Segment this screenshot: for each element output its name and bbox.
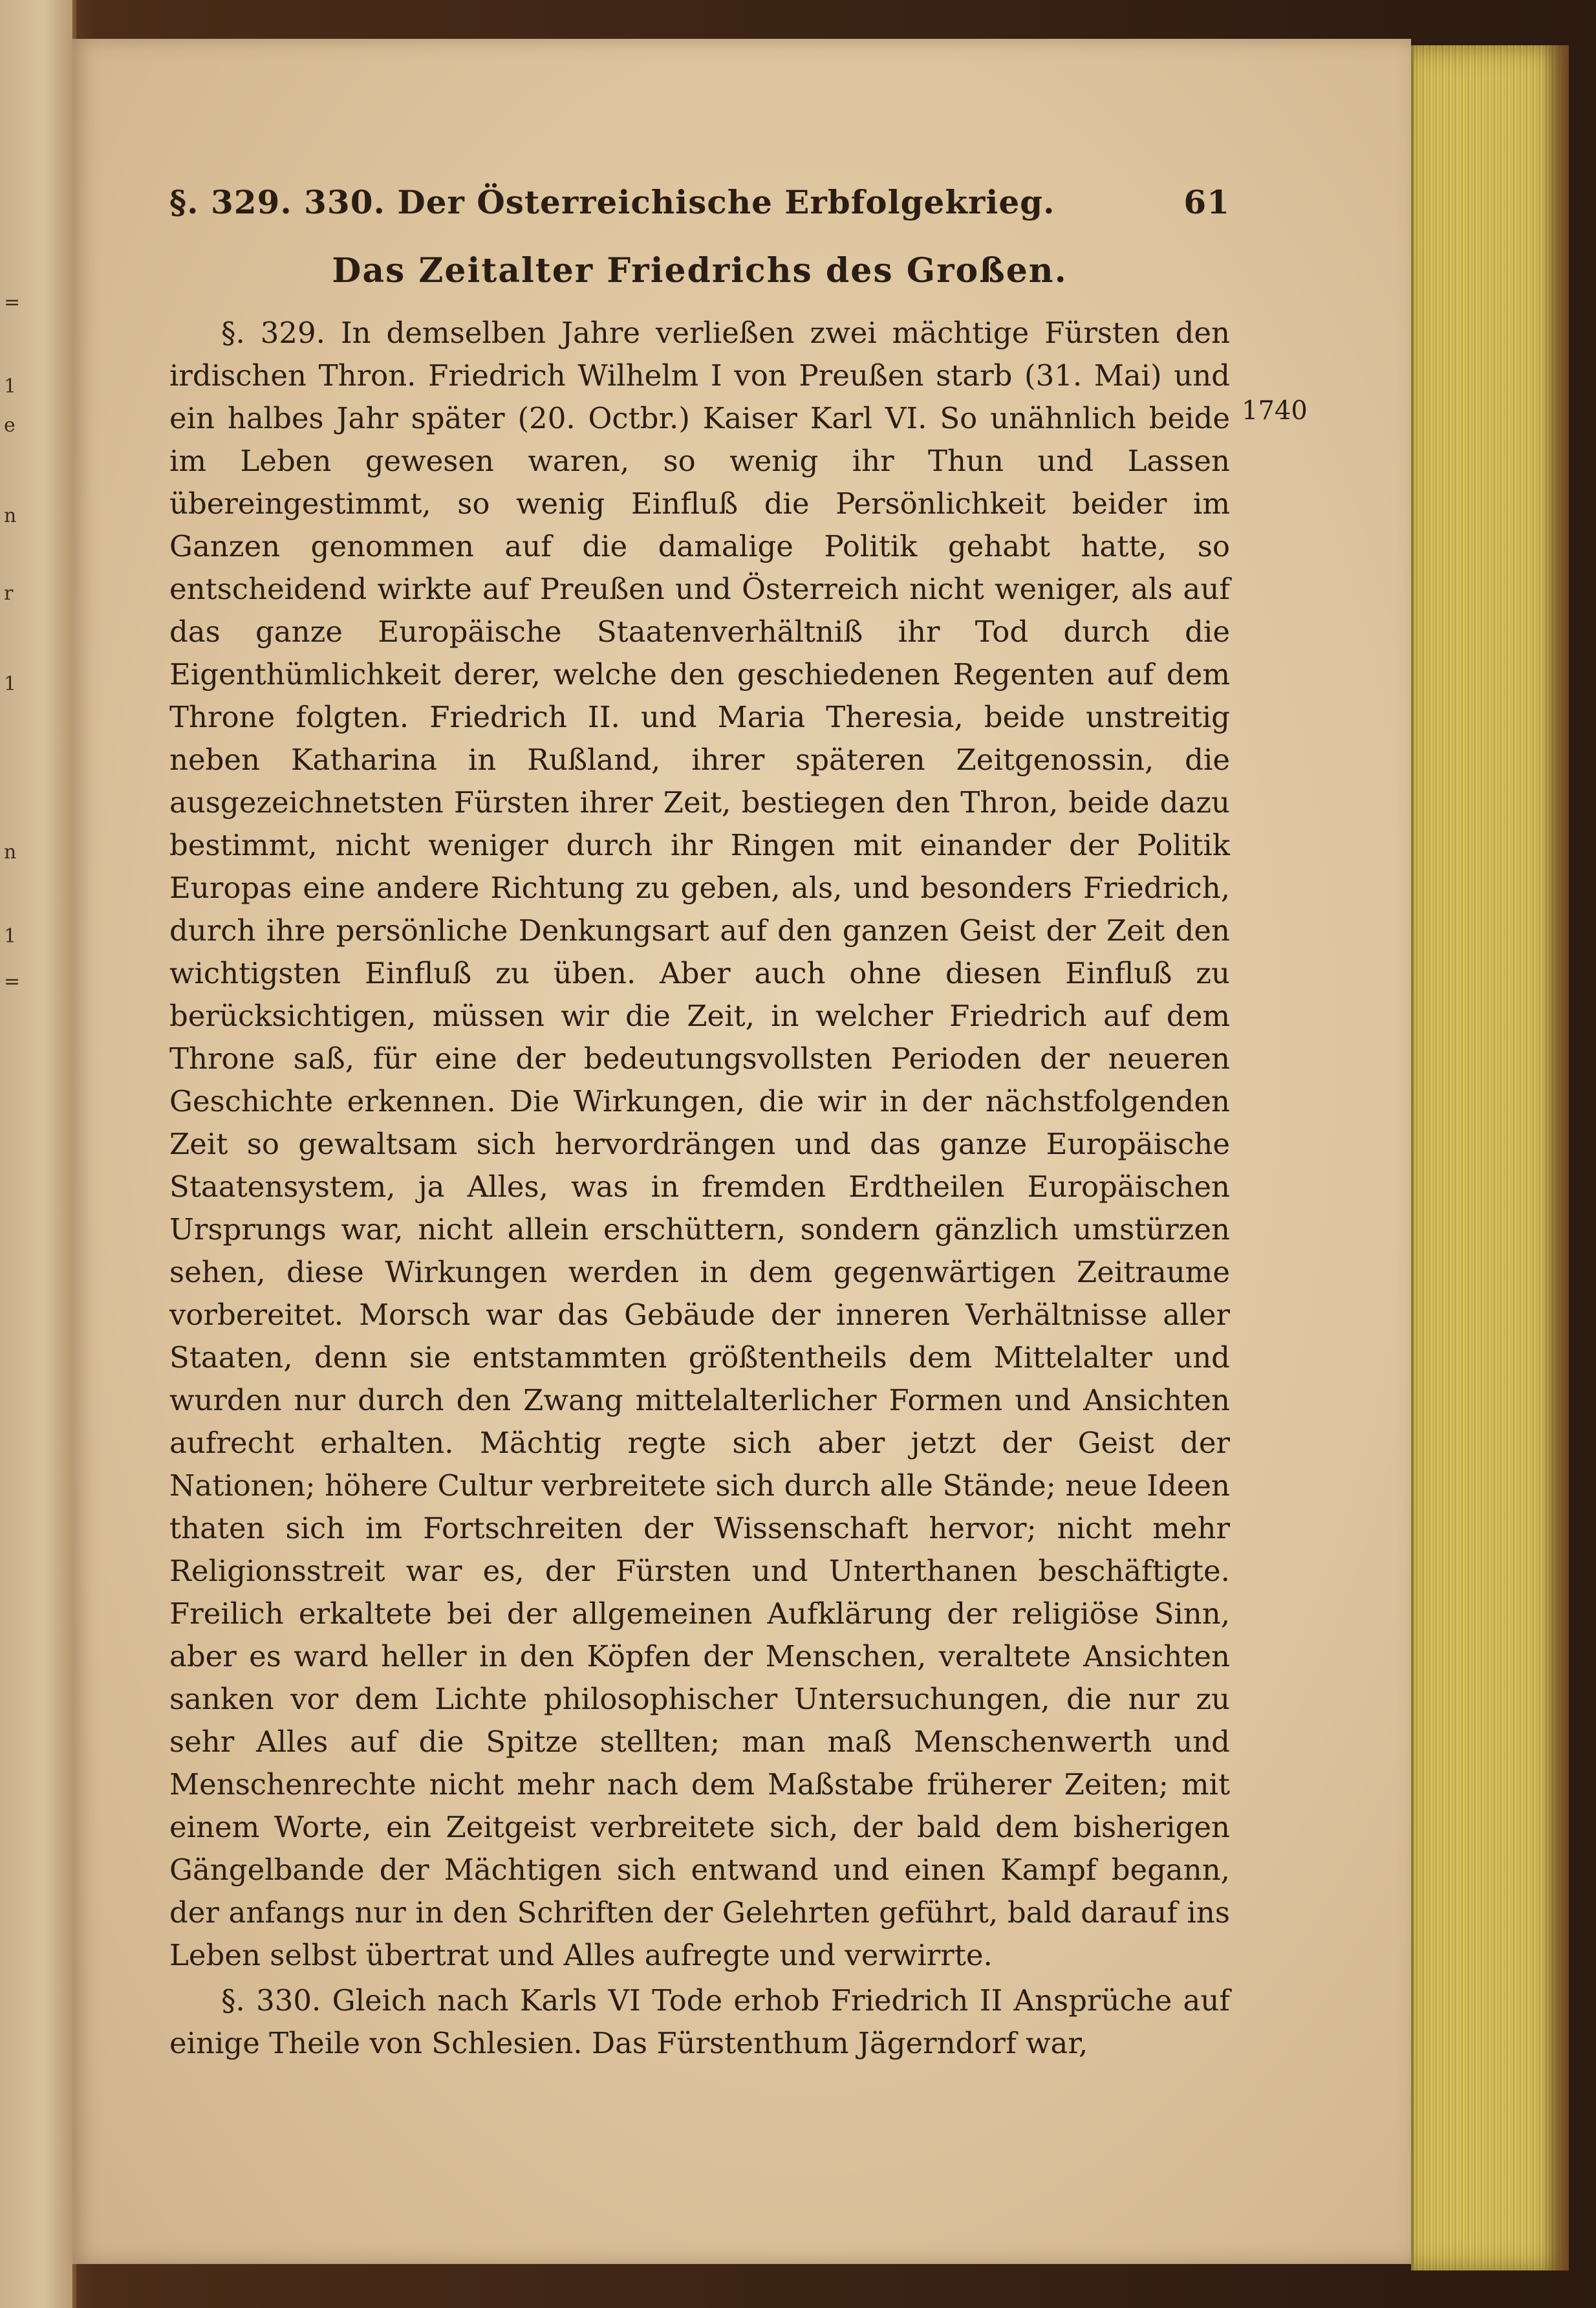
- chapter-title: Das Zeitalter Friedrichs des Großen.: [332, 251, 1068, 290]
- left-page-fragment: 1: [4, 673, 17, 695]
- margin-year-note: 1740: [1242, 396, 1308, 426]
- left-page-fragment: 1: [4, 375, 17, 398]
- page-number: 61: [1183, 183, 1230, 221]
- paragraph: [169, 312, 1230, 1977]
- left-facing-page: [0, 0, 76, 2308]
- paragraph: [169, 1979, 1230, 2065]
- left-page-fragment: n: [4, 841, 17, 864]
- gilt-page-edges: [1411, 45, 1569, 2270]
- running-header: [169, 181, 1230, 224]
- left-page-fragment: n: [4, 505, 17, 527]
- left-page-fragment: e: [4, 414, 16, 437]
- left-page-fragment: =: [4, 291, 21, 314]
- page-text: [169, 181, 1230, 2067]
- paragraph-text: Gleich nach Karls VI Tode erhob Friedrich II Ansprüche auf einige Theile von Schlesien. Das Fürstenthum Jägerndorf war,: [169, 1983, 1230, 2060]
- left-page-fragment: =: [4, 970, 21, 993]
- section-number: §. 330.: [221, 1983, 321, 2018]
- paragraph-text: In demselben Jahre verließen zwei mächtige Fürsten den irdischen Thron. Friedrich Wilhelm I von Preußen starb (31. Mai) und ein halbes Jahr später (20. Octbr.) Kaiser Karl VI. So unähnlich beide im Leben gewesen waren, so wenig ihr Thun und Lassen übereingestimmt, so wenig Einfluß die Persönlichkeit beider im Ganzen genommen auf die damalige Politik gehabt hatte, so entscheidend wirkte auf Preußen und Österreich nicht weniger, als auf das ganze Europäische Staatenverhältniß ihr Tod durch die Eigenthümlichkeit derer, welche den geschiedenen Regenten auf dem Throne folgten. Friedrich II. und Maria Theresia, beide unstreitig neben Katharina in Rußland, ihrer späteren Zeitgenossin, die ausgezeichnetsten Fürsten ihrer Zeit, bestiegen den Thron, beide dazu bestimmt, nicht weniger durch ihr Ringen mit einander der Politik Europas eine andere Richtung zu geben, als, und besonders Friedrich, durch ihre persönliche Denkungsart auf den ganzen Geist der Zeit den wichtigsten Einfluß zu üben. Aber auch ohne diesen Einfluß zu berücksichtigen, müssen wir die Zeit, in welcher Friedrich auf dem Throne saß, für eine der bedeutungsvollsten Perioden der neueren Geschichte erkennen. Die Wirkungen, die wir in der nächstfolgenden Zeit so gewaltsam sich hervordrängen und das ganze Europäische Staatensystem, ja Alles, was in fremden Erdtheilen Europäischen Ursprungs war, nicht allein erschüttern, sondern gänzlich umstürzen sehen, diese Wirkungen werden in dem gegenwärtigen Zeitraume vorbereitet. Morsch war das Gebäude der inneren Verhältnisse aller Staaten, denn sie entstammten größtentheils dem Mittelalter und wurden nur durch den Zwang mittelalterlicher Formen und Ansichten aufrecht erhalten. Mächtig regte sich aber jetzt der Geist der Nationen; höhere Cultur verbreitete sich durch alle Stände; neue Ideen thaten sich im Fortschreiten der Wissenschaft hervor; nicht mehr Religionsstreit war es, der Fürsten und Unterthanen beschäftigte. Freilich erkaltete bei der allgemeinen Aufklärung der religiöse Sinn, aber es ward heller in den Köpfen der Menschen, veraltete Ansichten sanken vor dem Lichte philosophischer Untersuchungen, die nur zu sehr Alles auf die Spitze stellten; man maß Menschenwerth und Menschenrechte nicht mehr nach dem Maßstabe früherer Zeiten; mit einem Worte, ein Zeitgeist verbreitete sich, der bald dem bisherigen Gängelbande der Mächtigen sich entwand und einen Kampf begann, der anfangs nur in den Schriften der Gelehrten geführt, bald darauf ins Leben selbst übertrat und Alles aufregte und verwirrte.: [169, 316, 1230, 1972]
- header-title: §. 329. 330. Der Österreichische Erbfolgekrieg.: [169, 183, 1055, 221]
- left-page-fragment: 1: [4, 925, 17, 948]
- left-page-fragment: r: [4, 582, 14, 605]
- section-number: §. 329.: [221, 316, 325, 350]
